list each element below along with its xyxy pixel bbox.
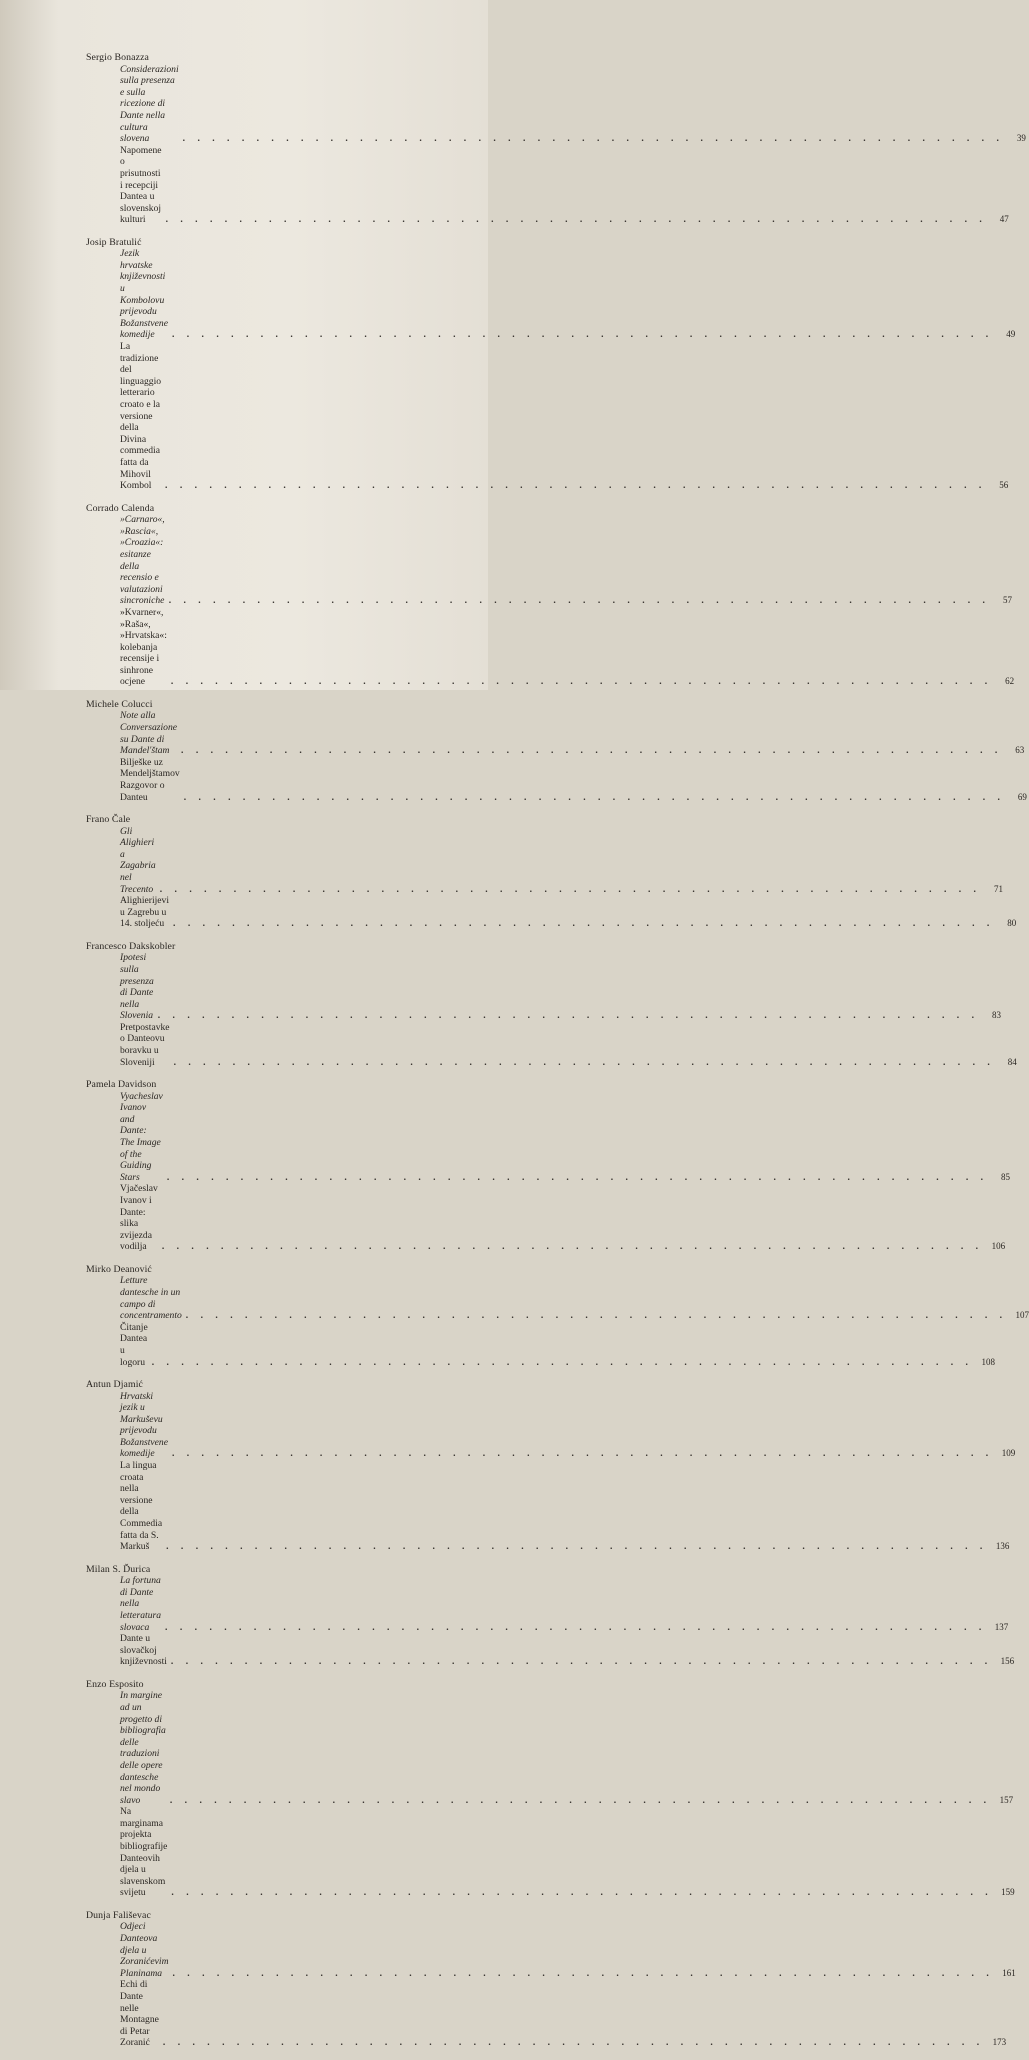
toc-section: [86, 1909, 1016, 2049]
leader-dots: [177, 745, 1002, 757]
page-number: 109: [1001, 1448, 1016, 1459]
author-name: Enzo Esposito: [86, 1678, 144, 1690]
leader-dots: [170, 1057, 995, 1069]
leader-dots: [148, 1357, 973, 1369]
author-name: Francesco Dakskobler: [86, 940, 176, 952]
entry-title: Note alla Conversazione su Dante di Mandel'štam: [120, 710, 178, 757]
toc-entry: [86, 825, 1003, 896]
page-number: 137: [994, 1621, 1009, 1632]
toc-entry: [86, 1633, 1015, 1668]
entry-title: In margine ad un progetto di bibliografia delle traduzioni delle opere dantesche nel mondo slavo: [120, 1690, 166, 1806]
entry-title: Bilješke uz Mendeljštamov Razgovor o Danteu: [120, 756, 180, 803]
toc-entry: [86, 710, 1025, 757]
toc-entry: [86, 1979, 1007, 2049]
toc-entry: [86, 606, 1015, 688]
author-name: Corrado Calenda: [86, 502, 155, 514]
toc-entry: [86, 1183, 1006, 1253]
toc-entry: [86, 144, 1009, 226]
leader-dots: [162, 214, 987, 226]
page-number: 136: [995, 1541, 1010, 1552]
toc-entry: [86, 1806, 1015, 1899]
entry-title: Jezik hrvatske književnosti u Kombolovu prijevodu Božanstvene komedije: [120, 248, 168, 341]
author-name: Pamela Davidson: [86, 1079, 157, 1091]
toc-section: [86, 1563, 1015, 1668]
page-number: 173: [992, 2037, 1007, 2048]
leader-dots: [165, 595, 990, 607]
author-name: Michele Colucci: [86, 698, 153, 710]
leader-dots: [167, 1656, 992, 1668]
table-of-contents: [86, 52, 1029, 2060]
entry-title: Letture dantesche in un campo di concentramento: [120, 1275, 182, 1322]
leader-dots: [163, 1172, 988, 1184]
entry-title: Echi di Dante nelle Montagne di Petar Zoranić: [120, 1979, 159, 2049]
toc-entry: [86, 1021, 1017, 1068]
page-number: 71: [993, 883, 1003, 894]
page-number: 47: [999, 214, 1009, 225]
entry-title: Na marginama projekta bibliografije Danteovih djela u slavenskom svijetu: [120, 1806, 168, 1899]
author-name: Josip Bratulić: [86, 236, 142, 248]
toc-section: [86, 814, 1017, 930]
leader-dots: [168, 329, 993, 341]
leader-dots: [168, 1968, 993, 1980]
leader-dots: [161, 1622, 986, 1634]
author-name: Sergio Bonazza: [86, 52, 149, 63]
author-name: Mirko Deanović: [86, 1263, 152, 1275]
toc-entry: [86, 895, 1017, 930]
page-number: 159: [1001, 1887, 1015, 1898]
page-number: 63: [1015, 745, 1025, 756]
toc-entry: [86, 1275, 1029, 1322]
page-number: 106: [991, 1241, 1006, 1252]
leader-dots: [162, 1541, 987, 1553]
leader-dots: [166, 1795, 991, 1807]
page-number: 156: [1000, 1656, 1015, 1667]
entry-title: Pretpostavke o Danteovu boravku u Sloveniji: [120, 1021, 170, 1068]
page-number: 69: [1017, 791, 1027, 802]
page-number: 161: [1002, 1967, 1016, 1978]
toc-section: [86, 1378, 1016, 1553]
leader-dots: [168, 1448, 993, 1460]
toc-entry: [86, 1321, 995, 1368]
leader-dots: [156, 884, 981, 896]
toc-section: [86, 1263, 1029, 1368]
page-number: 85: [1001, 1171, 1011, 1182]
leader-dots: [167, 1887, 992, 1899]
leader-dots: [159, 2037, 984, 2049]
toc-entry: [86, 248, 1016, 341]
leader-dots: [167, 676, 992, 688]
page-number: 108: [981, 1356, 995, 1367]
author-name: Milan S. Ďurica: [86, 1563, 151, 1575]
entry-title: Vjačeslav Ivanov i Dante: slika zvijezda vodilja: [120, 1183, 158, 1253]
toc-section: [86, 502, 1015, 689]
toc-section: [86, 698, 1027, 803]
page-number: 157: [999, 1794, 1014, 1805]
toc-entry: [86, 756, 1027, 803]
entry-title: Napomene o prisutnosti i recepciji Dantea u slovenskoj kulturi: [120, 144, 162, 226]
entry-title: Odjeci Danteova djela u Zoranićevim Planinama: [120, 1921, 169, 1979]
leader-dots: [180, 792, 1005, 804]
toc-entry: [86, 341, 1009, 492]
page-number: 62: [1005, 676, 1015, 687]
entry-title: Hrvatski jezik u Markuševu prijevodu Božanstvene komedije: [120, 1390, 168, 1460]
page-number: 57: [1002, 595, 1012, 606]
toc-entry: [86, 514, 1012, 607]
toc-entry: [86, 1690, 1014, 1806]
entry-title: Alighierijevi u Zagrebu u 14. stoljeću: [120, 895, 170, 930]
entry-title: Vyacheslav Ivanov and Dante: The Image of the Guiding Stars: [120, 1090, 163, 1183]
author-name: Antun Djamić: [86, 1378, 143, 1390]
page-number: 56: [999, 480, 1009, 491]
entry-title: »Carnaro«, »Rascia«, »Croazia«: esitanze della recensio e valutazioni sincroniche: [120, 514, 165, 607]
toc-entry: [86, 1390, 1016, 1461]
toc-section: [86, 1678, 1015, 1899]
leader-dots: [169, 918, 994, 930]
page-number: 107: [1015, 1310, 1029, 1321]
page-number: 80: [1007, 918, 1017, 929]
toc-entry: [86, 1921, 1016, 1979]
entry-title: Gli Alighieri a Zagabria nel Trecento: [120, 825, 156, 895]
page-number: 83: [991, 1010, 1001, 1021]
toc-entry: [86, 63, 1026, 145]
toc-entry: [86, 1090, 1011, 1184]
toc-section: [86, 236, 1016, 492]
entry-title: Ipotesi sulla presenza di Dante nella Slovenia: [120, 952, 154, 1022]
leader-dots: [161, 480, 986, 492]
leader-dots: [179, 133, 1004, 145]
entry-title: Dante u slovačkoj književnosti: [120, 1633, 167, 1668]
leader-dots: [154, 1010, 979, 1022]
entry-title: Considerazioni sulla presenza e sulla ricezione di Dante nella cultura slovena: [120, 63, 179, 145]
toc-entry: [86, 952, 1001, 1022]
author-name: Frano Čale: [86, 814, 131, 825]
page-number: 39: [1016, 133, 1026, 144]
entry-title: La lingua croata nella versione della Commedia fatta da S. Markuš: [120, 1460, 163, 1553]
leader-dots: [182, 1310, 1007, 1322]
toc-entry: [86, 1575, 1009, 1633]
toc-section: [86, 940, 1017, 1069]
toc-section: [86, 52, 1026, 226]
leader-dots: [158, 1241, 983, 1253]
entry-title: Čitanje Dantea u logoru: [120, 1321, 148, 1368]
page-number: 49: [1006, 329, 1016, 340]
entry-title: La tradizione del linguaggio letterario croato e la versione della Divina commedia fatta da Mihovil Kombol: [120, 341, 162, 492]
toc-entry: [86, 1460, 1010, 1553]
entry-title: »Kvarner«, »Raša«, »Hrvatska«: kolebanja recensije i sinhrone ocjene: [120, 606, 167, 688]
entry-title: La fortuna di Dante nella letteratura slovaca: [120, 1575, 162, 1633]
toc-section: [86, 1079, 1011, 1253]
page-number: 84: [1007, 1056, 1017, 1067]
author-name: Dunja Fališevac: [86, 1909, 151, 1921]
